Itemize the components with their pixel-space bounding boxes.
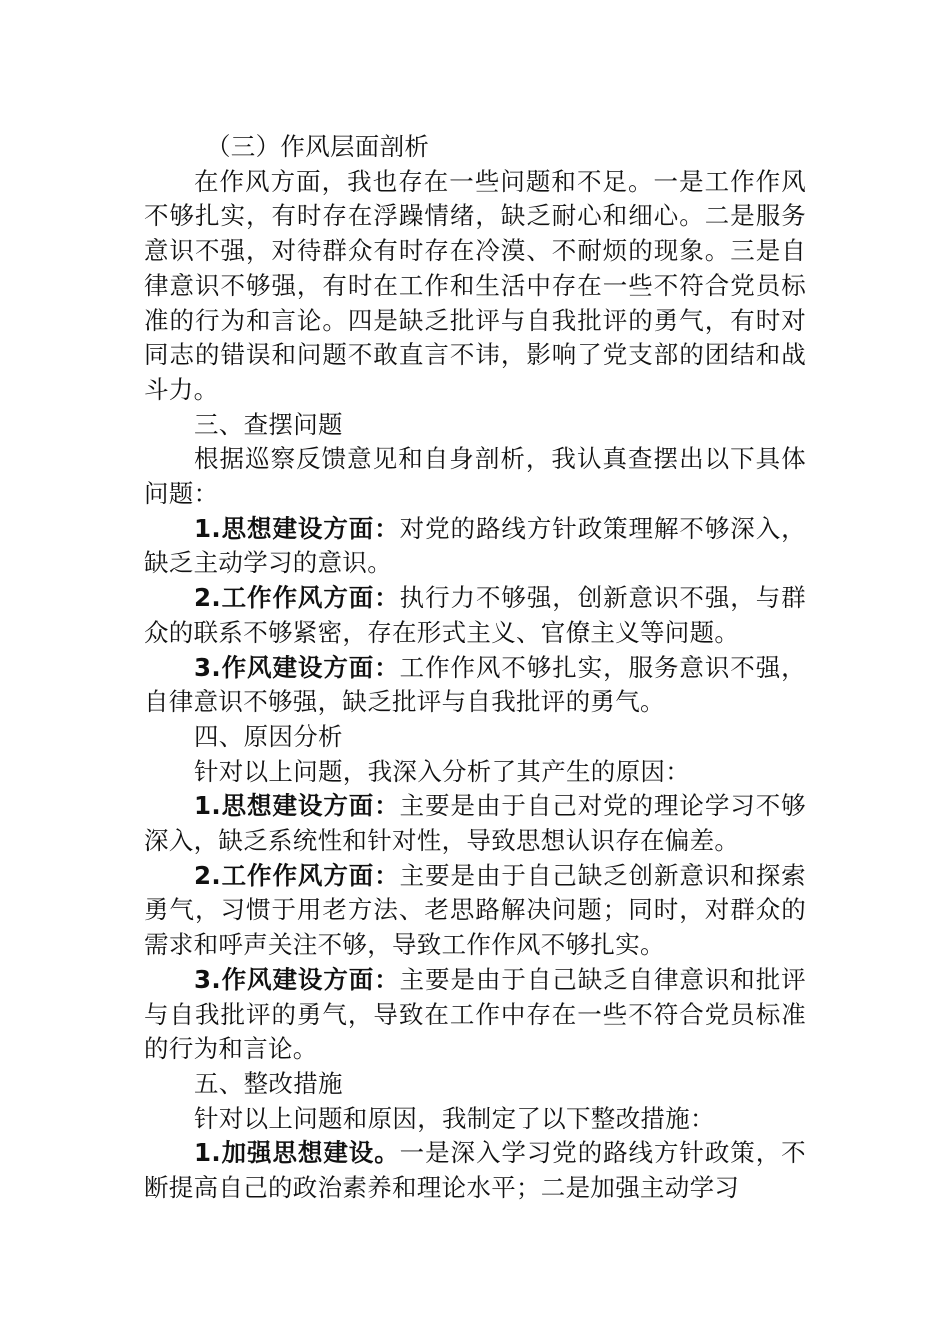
list-item	[144, 1136, 806, 1205]
body-paragraph: 根据巡察反馈意见和自身剖析，我认真查摆出以下具体问题：	[144, 444, 806, 509]
list-item-text: 工作作风不够扎实，服务意识不强，自律意识不够强，缺乏批评与自我批评的勇气。	[144, 652, 806, 717]
list-item-text: 对党的路线方针政策理解不够深入，缺乏主动学习的意识。	[144, 513, 806, 578]
list-item-label: 1.思想建设方面：	[194, 513, 400, 543]
list-item-text: 主要是由于自己缺乏自律意识和批评与自我批评的勇气，导致在工作中存在一些不符合党员标准的行为和言论。	[144, 964, 806, 1064]
list-item	[144, 512, 806, 581]
body-paragraph: 针对以上问题和原因，我制定了以下整改措施：	[194, 1103, 715, 1133]
list-item	[144, 963, 806, 1067]
list-item	[144, 859, 806, 963]
list-item	[144, 789, 806, 858]
list-item-label: 3.作风建设方面：	[194, 652, 400, 682]
list-item	[144, 651, 806, 720]
list-item-label: 2.工作作风方面：	[194, 860, 400, 890]
list-item-text: 一是深入学习党的路线方针政策，不断提高自己的政治素养和理论水平；二是加强主动学习	[144, 1138, 806, 1203]
list-item-label: 1.加强思想建设。	[194, 1138, 400, 1168]
body-paragraph: 针对以上问题，我深入分析了其产生的原因：	[194, 756, 690, 786]
list-item-label: 1.思想建设方面：	[194, 791, 400, 821]
list-item-text: 主要是由于自己对党的理论学习不够深入，缺乏系统性和针对性，导致思想认识存在偏差。	[144, 791, 806, 856]
section-heading: 五、整改措施	[194, 1068, 343, 1098]
list-item-text: 执行力不够强，创新意识不强，与群众的联系不够紧密，存在形式主义、官僚主义等问题。	[144, 583, 806, 647]
list-item-label: 3.作风建设方面：	[194, 964, 400, 994]
section-heading: 四、原因分析	[194, 721, 343, 751]
section-subheading: （三）作风层面剖析	[206, 132, 430, 161]
section-heading: 三、查摆问题	[194, 409, 343, 439]
body-paragraph: 在作风方面，我也存在一些问题和不足。一是工作作风不够扎实，有时存在浮躁情绪，缺乏耐心和细心。二是服务意识不强，对待群众有时存在冷漠、不耐烦的现象。三是自律意识不够强，有时在工作和生活中存在一些不符合党员标准的行为和言论。四是缺乏批评与自我批评的勇气，有时对同志的错误和问题不敢直言不讳，影响了党支部的团结和战斗力。	[144, 166, 806, 404]
document-page	[144, 130, 806, 1206]
list-item-label: 2.工作作风方面：	[194, 583, 400, 613]
list-item-text: 主要是由于自己缺乏创新意识和探索勇气，习惯于用老方法、老思路解决问题；同时，对群众的需求和呼声关注不够，导致工作作风不够扎实。	[144, 860, 806, 960]
list-item	[144, 581, 806, 650]
